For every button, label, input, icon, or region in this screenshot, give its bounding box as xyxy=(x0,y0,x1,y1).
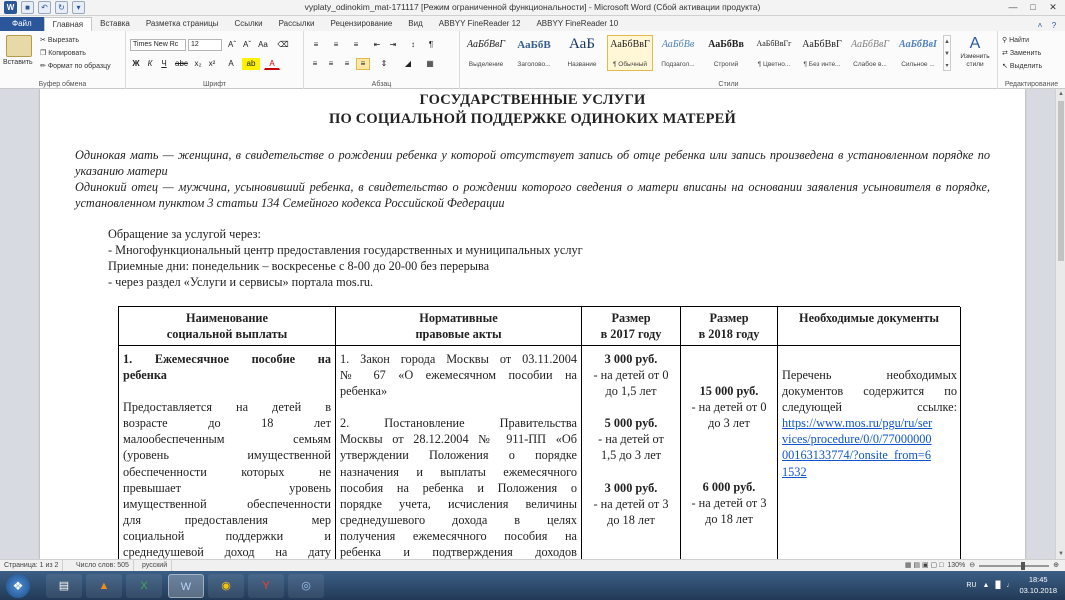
window-controls xyxy=(1003,0,1063,15)
contact-line: Приемные дни: понедельник – воскресенье с 8-00 до 20-00 без перерыва xyxy=(108,259,490,273)
text-line: до 18 лет xyxy=(607,512,655,527)
format-painter-label: Формат по образцу xyxy=(47,63,111,70)
text-line: превышает уровень xyxy=(123,480,331,495)
word-count[interactable]: Число слов: 505 xyxy=(72,560,134,571)
doc-title-line2: ПО СОЦИАЛЬНОЙ ПОДДЕРЖКЕ ОДИНОКИХ МАТЕРЕЙ xyxy=(328,111,737,127)
clear-format-icon[interactable]: ⌫ xyxy=(277,40,289,49)
table-col-border xyxy=(960,307,961,559)
excel-taskbar-icon[interactable]: X xyxy=(126,574,162,598)
text-line: ребенка и подтверждения доходов xyxy=(340,545,577,559)
header-legal-acts xyxy=(336,310,581,342)
copy-button[interactable] xyxy=(40,49,86,57)
tray-arrow-icon[interactable]: ▲ xyxy=(982,581,990,589)
doc-title-line1: ГОСУДАРСТВЕННЫЕ УСЛУГИ xyxy=(419,92,646,108)
tab-page-layout[interactable]: Разметка страницы xyxy=(145,19,219,28)
text-line: 1. Закон города Москвы от 03.11.2004 xyxy=(340,352,577,366)
cut-label: Вырезать xyxy=(47,37,79,44)
text-line: 1,5 до 3 лет xyxy=(600,448,662,463)
style-sample: АаБ xyxy=(569,36,595,52)
zoom-level[interactable]: 130% xyxy=(947,562,966,569)
style-intense-emphasis[interactable] xyxy=(895,35,941,71)
tab-insert[interactable]: Вставка xyxy=(100,19,130,28)
styles-group-label: Стили xyxy=(718,81,739,88)
text-line: документов содержится по xyxy=(782,384,957,399)
paragraph-group xyxy=(304,31,460,89)
legal-acts-cell xyxy=(340,351,577,559)
paste-button[interactable]: Вставить xyxy=(3,59,33,66)
volume-icon[interactable]: ♩ xyxy=(1006,581,1014,589)
windows-taskbar xyxy=(0,571,1065,600)
text-line: до 18 лет xyxy=(705,512,753,527)
header-line: правовые акты xyxy=(415,327,502,341)
style-name: ¶ Цветно... xyxy=(757,61,791,68)
zoom-slider[interactable] xyxy=(979,565,1049,567)
strikethrough-icon[interactable]: abc xyxy=(175,59,188,68)
select-button[interactable] xyxy=(1002,62,1042,70)
table-header-border xyxy=(119,345,960,346)
paste-icon[interactable] xyxy=(6,35,32,57)
ribbon xyxy=(0,31,1065,89)
find-icon: ⚲ xyxy=(1002,37,1008,44)
style-sample: АаБбВв xyxy=(708,39,744,50)
documents-cell xyxy=(782,367,957,480)
documents-link[interactable]: https://www.mos.ru/pgu/ru/ser xyxy=(782,416,933,431)
contact-line: - через раздел «Услуги и сервисы» портала mos.ru. xyxy=(108,275,374,289)
amount-value: 3 000 руб. xyxy=(604,352,658,366)
zoom-out-icon[interactable]: ⊖ xyxy=(969,562,976,569)
text-line: получения ежемесячного пособия на xyxy=(340,528,577,543)
tab-file[interactable]: Файл xyxy=(0,17,44,31)
redo-icon[interactable]: ↻ xyxy=(55,1,68,14)
cut-button[interactable] xyxy=(40,36,79,44)
amount-value: 3 000 руб. xyxy=(604,480,658,495)
text-line: для предоставления мер xyxy=(123,512,331,527)
scroll-down-icon[interactable]: ▼ xyxy=(1058,551,1064,557)
text-line: пособия на ребенка и Положения о xyxy=(340,480,577,495)
zoom-in-icon[interactable]: ⊕ xyxy=(1053,562,1059,569)
text-line: - на детей от 3 xyxy=(593,496,669,511)
style-subtitle[interactable] xyxy=(655,35,701,71)
view-mode-icons[interactable]: ▦ ▤ ▣ ▢ □ xyxy=(904,562,944,569)
shrink-font-icon[interactable]: Aˇ xyxy=(243,40,251,49)
header-line: в 2017 году xyxy=(600,327,662,341)
font-name-select[interactable]: Times New Rc xyxy=(130,39,186,51)
font-group xyxy=(126,31,304,89)
text-line: - на детей от xyxy=(598,432,664,447)
header-line: Размер xyxy=(709,311,749,325)
style-sample: АаБбВвГ xyxy=(802,39,842,50)
text-line: следующей ссылке: xyxy=(782,400,957,415)
text-line: Перечень необходимых xyxy=(782,368,957,382)
style-name: Название xyxy=(567,61,597,68)
tab-abbyy-12[interactable]: ABBYY FineReader 12 xyxy=(438,19,521,28)
style-name: Выделение xyxy=(468,61,504,68)
style-sample: АаБбВвГг xyxy=(756,39,792,48)
keyboard-language[interactable]: RU xyxy=(966,581,977,589)
style-heading1[interactable] xyxy=(511,35,557,71)
editing-group-label: Редактирование xyxy=(1004,81,1059,88)
benefits-table xyxy=(118,306,960,559)
zoom-controls xyxy=(905,560,1059,571)
text-line: малообеспеченным семьям xyxy=(123,432,331,447)
change-case-icon[interactable]: Aa xyxy=(258,40,268,49)
yandex-taskbar-icon[interactable]: Y xyxy=(248,574,284,598)
numbering-icon[interactable]: ≡ xyxy=(333,40,339,49)
bullets-icon[interactable]: ≡ xyxy=(313,40,319,49)
text-line: среднедушевого дохода в целях xyxy=(340,512,577,527)
header-line: Нормативные xyxy=(419,311,498,325)
header-line: в 2018 году xyxy=(698,327,760,341)
customize-qat-icon[interactable]: ▾ xyxy=(72,1,85,14)
ribbon-help-area xyxy=(1035,21,1065,31)
change-styles-label: Изменить стили xyxy=(960,53,990,68)
sort-icon[interactable]: ↕ xyxy=(411,40,415,49)
definition-father: Одинокий отец — мужчина, усыновивший ребенка, в свидетельство о рождении которого сведения о матери вписаны на основании заявления усыновителя в порядке, установленном пунктом 3 статьи 134 Семейного кодекса Российской Федерации xyxy=(75,180,990,210)
header-line: социальной выплаты xyxy=(166,327,288,341)
grow-font-icon[interactable]: Aˆ xyxy=(228,40,236,49)
replace-label: Заменить xyxy=(1009,50,1042,57)
system-tray xyxy=(966,574,1057,596)
definition-mother: Одинокая мать — женщина, в свидетельстве о рождении ребенка у которой отсутствует запись об отце ребенка или запись произведена в установленном порядке по указанию матери xyxy=(75,148,990,178)
contact-line: Обращение за услугой через: xyxy=(108,227,261,241)
select-icon: ↖ xyxy=(1002,63,1008,70)
page-count[interactable]: Страница: 1 из 2 xyxy=(0,560,63,571)
text-line: имущественной обеспеченности xyxy=(123,496,331,511)
ribbon-tabs xyxy=(0,16,1065,31)
text-line: до 3 лет xyxy=(708,416,750,431)
format-painter-button[interactable] xyxy=(40,62,111,70)
italic-icon[interactable]: К xyxy=(147,59,153,68)
benefit-name-cell xyxy=(123,351,331,559)
style-name: Подзагол... xyxy=(661,61,695,68)
style-sample: АаБбВвГ xyxy=(466,39,506,50)
text-line: - на детей от 0 xyxy=(593,368,669,383)
tab-home[interactable]: Главная xyxy=(44,17,92,31)
start-button[interactable]: ❖ xyxy=(6,574,30,598)
editing-group xyxy=(998,31,1065,89)
amount-value: 5 000 руб. xyxy=(604,416,658,431)
document-page[interactable] xyxy=(40,89,1025,559)
header-line: Необходимые документы xyxy=(799,311,939,325)
style-name: Слабое в... xyxy=(853,61,887,68)
amount-2018-cell xyxy=(681,383,777,528)
style-sample: АаБбВвГ xyxy=(610,39,650,50)
maximize-button[interactable]: □ xyxy=(1030,2,1036,12)
close-button[interactable]: ✕ xyxy=(1049,2,1057,12)
style-strong[interactable] xyxy=(703,35,749,71)
style-normal[interactable] xyxy=(607,35,653,71)
text-line: 1. Ежемесячное пособие на xyxy=(123,352,331,366)
font-size-select[interactable]: 12 xyxy=(188,39,222,51)
shading-icon[interactable]: ◢ xyxy=(404,59,412,68)
header-line: Наименование xyxy=(186,311,268,325)
text-line: - на детей от 0 xyxy=(691,400,767,415)
header-amount-2018 xyxy=(681,310,777,342)
borders-icon[interactable]: ▦ xyxy=(426,59,434,68)
help-icon[interactable]: ? xyxy=(1051,21,1057,30)
font-group-label: Шрифт xyxy=(202,81,227,88)
clock-date: 03.10.2018 xyxy=(1019,586,1057,595)
clock[interactable] xyxy=(1019,574,1057,596)
tab-mailings[interactable]: Рассылки xyxy=(278,19,315,28)
clipboard-group-label: Буфер обмена xyxy=(38,81,87,88)
explorer-taskbar-icon[interactable]: ▤ xyxy=(46,574,82,598)
find-label: Найти xyxy=(1009,37,1030,44)
zoom-slider-knob[interactable] xyxy=(1021,562,1025,570)
text-line: возрасте до 18 лет xyxy=(123,416,331,431)
style-name: Строгий xyxy=(713,61,739,68)
tab-references[interactable]: Ссылки xyxy=(234,19,263,28)
superscript-icon[interactable]: x² xyxy=(208,59,216,68)
tab-abbyy-10[interactable]: ABBYY FineReader 10 xyxy=(536,19,619,28)
change-styles-icon: A xyxy=(969,35,981,52)
select-label: Выделить xyxy=(1009,63,1043,70)
clock-time: 18:45 xyxy=(1028,575,1048,584)
tab-view[interactable]: Вид xyxy=(408,19,423,28)
documents-link[interactable]: vices/procedure/0/0/77000000 xyxy=(782,432,932,447)
copy-icon: ❐ xyxy=(40,50,47,57)
amount-value: 15 000 руб. xyxy=(699,384,759,398)
header-amount-2017 xyxy=(582,310,680,342)
show-marks-icon[interactable]: ¶ xyxy=(428,40,434,49)
align-right-icon[interactable]: ≡ xyxy=(344,59,350,68)
decrease-indent-icon[interactable]: ⇤ xyxy=(373,40,381,49)
text-line: обеспеченности которых не xyxy=(123,464,331,479)
text-line: социальной поддержки и xyxy=(123,528,331,543)
window-title: vyplaty_odinokim_mat-171117 [Режим ограниченной функциональности] - Microsoft Word (Сбой активации продукта) xyxy=(304,2,761,12)
minimize-button[interactable]: — xyxy=(1008,2,1018,12)
clipboard-group xyxy=(0,31,126,89)
text-line: Москвы от 28.12.2004 № 911-ПП «Об xyxy=(340,432,577,447)
title-bar xyxy=(0,0,1065,16)
font-color-icon[interactable]: A xyxy=(264,58,280,70)
underline-icon[interactable]: Ч xyxy=(161,59,167,68)
style-name: ¶ Обычный xyxy=(612,61,648,68)
undo-icon[interactable]: ↶ xyxy=(38,1,51,14)
vlc-taskbar-icon[interactable]: ▲ xyxy=(86,574,122,598)
text-line: среднедушевой доход на дату xyxy=(123,545,331,559)
bold-icon[interactable]: Ж xyxy=(132,59,140,68)
contact-line: - Многофункциональный центр предоставления государственных и муниципальных услуг xyxy=(108,243,583,257)
documents-link[interactable]: 1532 xyxy=(782,464,807,479)
style-sample: АаБбВвІ xyxy=(899,39,937,50)
collapse-ribbon-icon[interactable]: ˄ xyxy=(1037,21,1043,30)
header-benefit-name xyxy=(119,310,335,342)
word-app-icon: W xyxy=(4,1,17,14)
paragraph-group-label: Абзац xyxy=(371,81,392,88)
vertical-scrollbar[interactable] xyxy=(1055,89,1065,559)
style-sample: АаБбВв xyxy=(661,39,695,50)
style-colorful[interactable] xyxy=(751,35,797,71)
justify-icon[interactable]: ≡ xyxy=(356,58,370,70)
style-name: ¶ Без инте... xyxy=(803,61,841,68)
language-indicator[interactable]: русский xyxy=(138,560,172,571)
line-spacing-icon[interactable]: ⇕ xyxy=(380,59,388,68)
styles-scroll-icon[interactable]: ▲ ▼ ▾ xyxy=(943,35,951,71)
align-left-icon[interactable]: ≡ xyxy=(312,59,318,68)
style-subtle-emphasis[interactable] xyxy=(847,35,893,71)
style-sample: АаБбВвГ xyxy=(850,39,890,50)
documents-link[interactable]: 00163133774/?onsite_from=6 xyxy=(782,448,932,463)
style-no-spacing[interactable] xyxy=(799,35,845,71)
scroll-up-icon[interactable]: ▲ xyxy=(1058,91,1064,97)
highlight-icon[interactable]: ab xyxy=(242,58,260,70)
text-line: № 67 «О ежемесячном пособии на xyxy=(340,368,577,383)
header-documents xyxy=(778,310,960,326)
style-emphasis[interactable] xyxy=(463,35,509,71)
style-name: Заголово... xyxy=(517,61,551,68)
scissors-icon: ✂ xyxy=(40,37,46,44)
status-bar xyxy=(0,559,1065,571)
text-effects-icon[interactable]: A xyxy=(228,59,234,68)
text-line: утверждении Положения о порядке xyxy=(340,448,577,463)
multilevel-list-icon[interactable]: ≡ xyxy=(353,40,359,49)
align-center-icon[interactable]: ≡ xyxy=(328,59,334,68)
document-area[interactable] xyxy=(0,89,1055,559)
text-line: (уровень имущественной xyxy=(123,448,331,463)
text-line: 2. Постановление Правительства xyxy=(340,416,577,431)
text-line: до 1,5 лет xyxy=(605,384,657,399)
style-title[interactable] xyxy=(559,35,605,71)
text-line: Предоставляется на детей в xyxy=(123,400,331,415)
increase-indent-icon[interactable]: ⇥ xyxy=(389,40,397,49)
scroll-thumb[interactable] xyxy=(1058,101,1064,261)
text-line: - на детей от 3 xyxy=(691,496,767,511)
subscript-icon[interactable]: x₂ xyxy=(194,59,202,68)
tab-review[interactable]: Рецензирование xyxy=(330,19,393,28)
network-icon[interactable]: █ xyxy=(995,581,1001,589)
copy-label: Копировать xyxy=(48,50,86,57)
text-line: ребенка» xyxy=(340,384,388,399)
replace-button[interactable] xyxy=(1002,49,1041,57)
style-name: Сильное ... xyxy=(901,61,935,68)
header-line: Размер xyxy=(611,311,651,325)
text-line: назначения и выплаты ежемесячного xyxy=(340,464,577,479)
styles-group xyxy=(460,31,998,89)
amount-value: 6 000 руб. xyxy=(702,480,756,495)
find-button[interactable] xyxy=(1002,36,1029,44)
text-line: ребенка xyxy=(123,368,167,383)
change-styles-button[interactable] xyxy=(956,35,994,75)
replace-icon: ⇄ xyxy=(1002,50,1008,57)
text-line: порядке учета, исчисления величины xyxy=(340,496,577,511)
amount-2017-cell xyxy=(582,351,680,528)
brush-icon: ✏ xyxy=(40,63,46,70)
style-sample: АаБбВ xyxy=(517,39,551,51)
app-taskbar-icon[interactable]: ◎ xyxy=(288,574,324,598)
chrome-taskbar-icon[interactable]: ◉ xyxy=(208,574,244,598)
save-icon[interactable]: ■ xyxy=(21,1,34,14)
word-taskbar-icon[interactable]: W xyxy=(168,574,204,598)
